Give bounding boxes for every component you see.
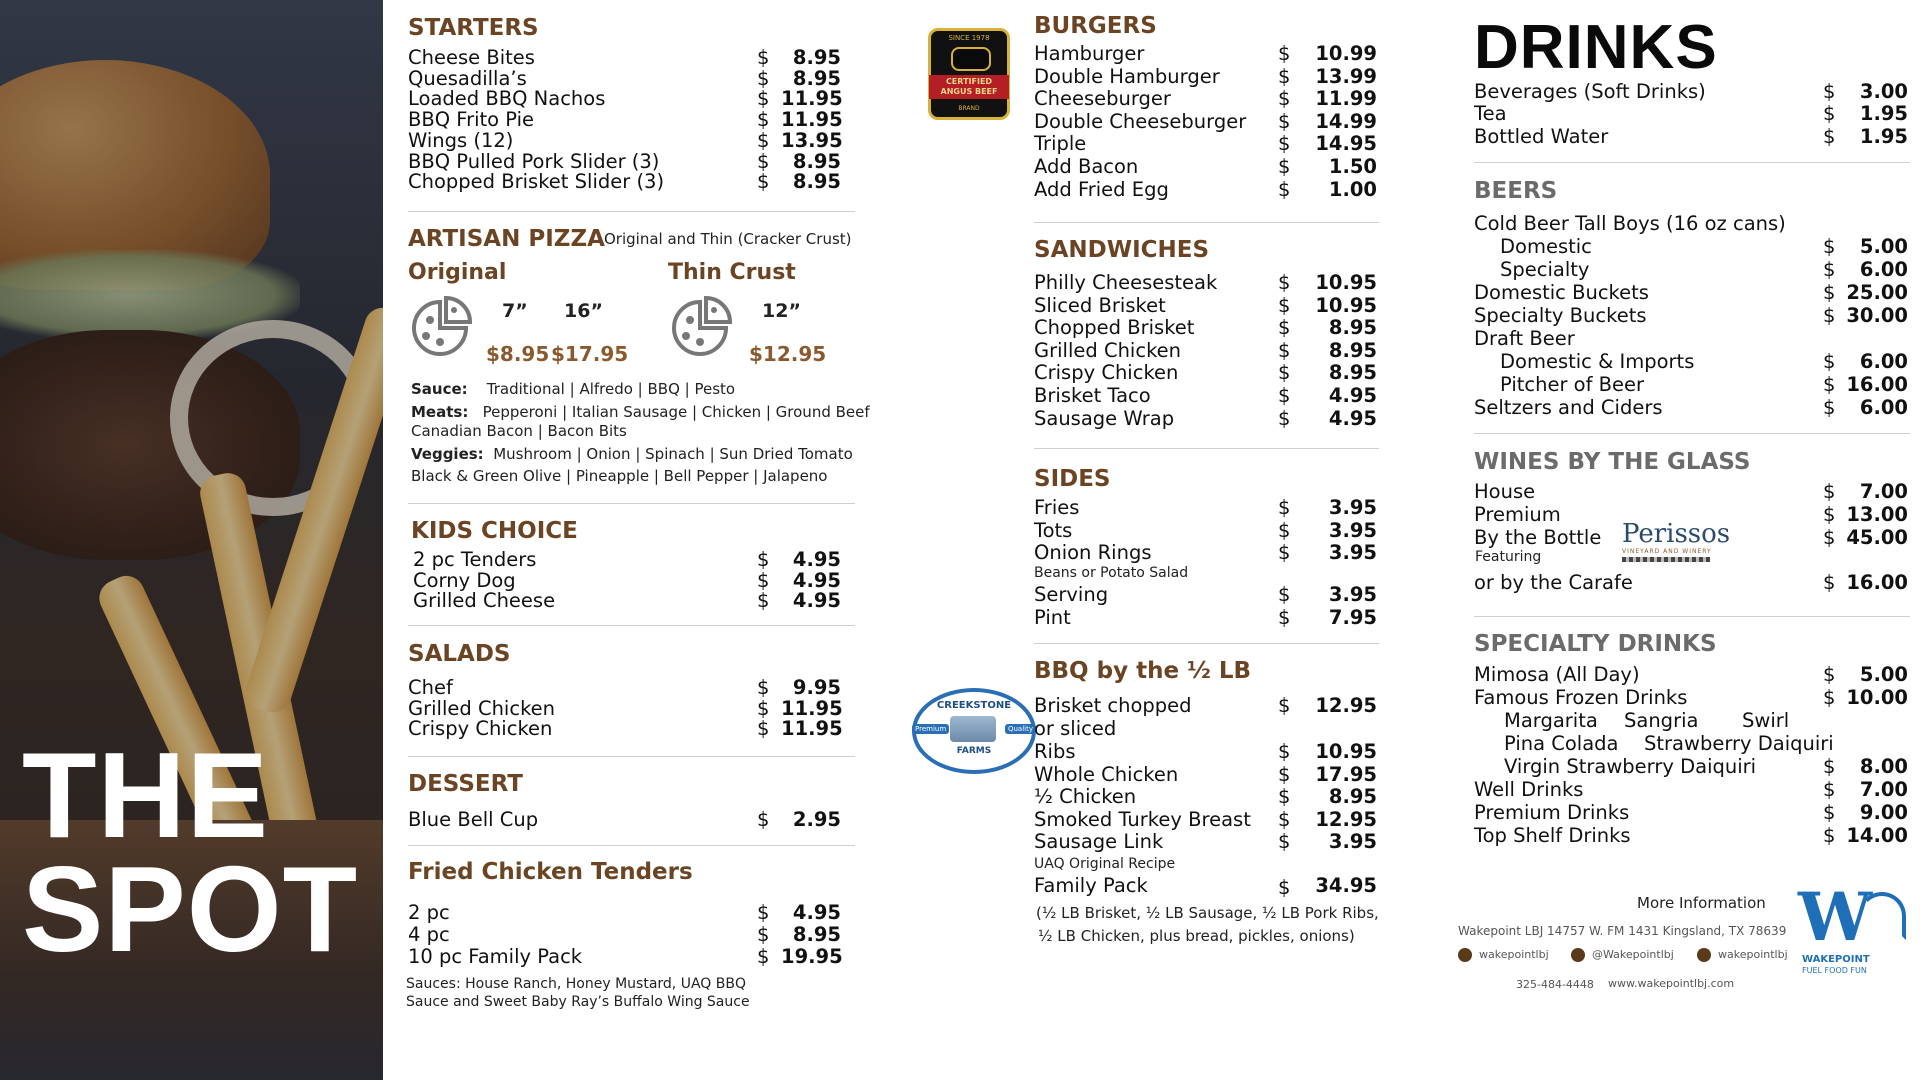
pizza-thin-label: Thin Crust [668,260,796,285]
pizza-title: ARTISAN PIZZA [408,226,605,252]
menu-item-price: 30.00 [1846,304,1908,327]
footer-phone: 325-484-4448 [1516,978,1594,991]
divider [408,756,855,757]
menu-item-name: Grilled Cheese [413,589,556,613]
menu-item-name: Quesadilla’s [408,66,527,90]
bbq-title: BBQ by the ½ LB [1034,658,1252,684]
currency-sign: $ [1278,583,1291,606]
menu-item-name: Specialty Buckets [1474,304,1647,327]
menu-item-price: 14.99 [1315,109,1377,133]
menu-item-price: 13.00 [1846,503,1908,526]
wakepoint-logo [1796,878,1906,986]
currency-sign: $ [1278,496,1291,519]
currency-sign: $ [1278,271,1291,294]
menu-item-name: Blue Bell Cup [408,808,539,831]
currency-sign: $ [1278,406,1291,430]
pizza-sauce [411,380,735,399]
menu-item-name: Draft Beer [1474,327,1575,350]
pizza-subtitle: Original and Thin (Cracker Crust) [604,230,852,248]
title-line-1: THE [22,727,269,863]
bbq-brisket-price: 12.95 [1315,694,1377,717]
size-7: 7” [502,300,528,322]
sandwiches-title: SANDWICHES [1034,237,1210,263]
pizza-meats [411,403,870,422]
divider [408,503,855,504]
menu-item-price: 11.95 [781,717,843,741]
menu-item-name: Premium Drinks [1474,801,1630,824]
menu-item-price: 3.95 [1328,541,1377,565]
more-info: More Information [1637,894,1766,912]
currency-sign: $ [1823,686,1836,709]
menu-item-price: 13.99 [1315,64,1377,88]
currency-sign: $ [1278,807,1291,831]
menu-item-price: 45.00 [1846,526,1908,549]
bbq-family-note-1: (½ LB Brisket, ½ LB Sausage, ½ LB Pork Ribs, [1036,904,1379,922]
badge-certified: CERTIFIED ANGUS BEEF [929,75,1009,99]
wines-featuring: Featuring [1475,549,1542,565]
menu-item-name: Philly Cheesesteak [1034,271,1218,294]
currency-sign: $ [1823,350,1836,373]
footer-instagram[interactable]: wakepointlbj [1479,948,1549,961]
beers-title: BEERS [1474,178,1558,204]
menu-item-price: 8.95 [1328,316,1377,340]
menu-item-price: 8.95 [1328,785,1377,809]
menu-item-name: Corny Dog [413,568,516,592]
currency-sign: $ [1278,338,1291,362]
bbq-family-price: 34.95 [1315,874,1377,897]
currency-sign: $ [1278,361,1291,385]
menu-item-name: 2 pc [408,901,450,924]
menu-item-price: 5.00 [1859,235,1908,258]
currency-sign: $ [757,548,770,571]
menu-item-price: 8.95 [792,149,841,173]
hero-image [0,0,383,1080]
currency-sign: $ [1823,124,1836,148]
menu-item-name: Seltzers and Ciders [1474,396,1663,419]
menu-item-name: Premium [1474,503,1561,526]
currency-sign: $ [757,945,770,968]
menu-item-name: Virgin Strawberry Daiquiri [1504,755,1757,778]
currency-sign: $ [1823,373,1836,396]
bbq-brisket-2: or sliced [1034,717,1117,740]
menu-item-price: 1.00 [1328,177,1377,201]
menu-item-price: 25.00 [1846,281,1908,304]
menu-item-price: 3.95 [1328,583,1377,606]
menu-item-price: 14.00 [1846,824,1908,847]
menu-item-name: Fries [1034,496,1080,519]
divider [408,845,855,846]
currency-sign: $ [1278,384,1291,407]
price-16: $17.95 [551,342,629,366]
currency-sign: $ [757,149,770,173]
currency: $ [1278,876,1291,899]
currency-sign: $ [757,901,770,924]
menu-item-name: Tots [1034,518,1073,542]
menu-item-name: Tea [1474,102,1507,126]
currency-sign: $ [757,568,770,592]
menu-item-price: 11.95 [781,108,843,132]
menu-item-price: 8.95 [792,66,841,90]
menu-item-name: Cheeseburger [1034,87,1171,111]
currency-sign: $ [757,66,770,90]
menu-item-price: 4.95 [792,589,841,613]
menu-item-price: 9.95 [792,676,841,699]
bbq-brisket: Brisket chopped [1034,694,1192,717]
menu-item-price: 8.95 [1328,361,1377,385]
menu-item-price: 8.95 [792,923,841,946]
menu-item-name: Grilled Chicken [408,696,556,720]
divider [1474,433,1910,434]
pizza-veggies-2: Black & Green Olive | Pineapple | Bell Pepper | Jalapeno [411,467,828,485]
perissos-name: Perissos [1622,519,1731,549]
menu-item-name: Hamburger [1034,42,1145,65]
divider [1474,162,1910,163]
menu-item-name: Crispy Chicken [1034,361,1179,385]
badge-creekstone: CREEKSTONE [936,700,1012,711]
menu-item-name: ½ Chicken [1034,785,1137,809]
wave-icon [1858,892,1906,940]
menu-item-name: Bottled Water [1474,124,1609,148]
menu-item-price: 3.95 [1328,830,1377,854]
menu-item-name: Serving [1034,583,1109,606]
menu-item-name: 10 pc Family Pack [408,945,583,968]
menu-item-name: 4 pc [408,923,450,946]
menu-item-name: Famous Frozen Drinks [1474,686,1688,709]
farm-icon [950,716,996,742]
menu-item-price: 8.95 [792,46,841,69]
menu-item-price: 10.99 [1315,42,1377,65]
logo-tag: FUEL FOOD FUN [1802,966,1867,975]
pizza-icon [408,296,472,360]
salads-title: SALADS [408,641,511,667]
currency-sign: $ [1278,42,1291,65]
menu-item-price: 11.99 [1315,87,1377,111]
specialty-title: SPECIALTY DRINKS [1474,631,1717,657]
pizza-icon [668,296,732,360]
menu-item-price: 7.00 [1859,480,1908,503]
currency-sign: $ [757,170,770,194]
currency-sign: $ [1278,109,1291,133]
menu-item-name: BBQ Frito Pie [408,108,535,132]
currency-sign: $ [757,108,770,132]
veggies-options: Mushroom | Onion | Spinach | Sun Dried Tomato [493,445,853,463]
badge-farms: FARMS [956,746,992,756]
menu-item-name: Triple [1034,132,1087,156]
bbq-uaq-note: UAQ Original Recipe [1034,856,1176,872]
divider [1034,448,1379,449]
currency-sign: $ [1823,281,1836,304]
menu-item-price: 16.00 [1846,373,1908,396]
menu-item-price: 2.95 [792,808,841,831]
dessert-title: DESSERT [408,771,523,797]
twitter-icon[interactable] [1571,948,1585,962]
currency-sign: $ [1823,801,1836,824]
currency-sign: $ [757,46,770,69]
starters-title: STARTERS [408,15,539,41]
divider [408,625,855,626]
currency-sign: $ [757,808,770,831]
menu-item-price: 4.95 [792,568,841,592]
footer-facebook[interactable]: wakepointlbj [1718,948,1788,961]
sides-title: SIDES [1034,466,1111,492]
currency-sign: $ [1278,64,1291,88]
menu-item-name: Pina Colada [1504,732,1619,755]
currency-sign: $ [1278,740,1291,763]
currency-sign: $ [1278,541,1291,565]
currency-sign: $ [1278,87,1291,111]
price-7: $8.95 [486,342,550,366]
creekstone-badge [912,688,1036,774]
menu-item-price: 6.00 [1859,258,1908,281]
menu-item-price: 14.95 [1315,132,1377,156]
tenders-note-1: Sauces: House Ranch, Honey Mustard, UAQ BBQ [406,976,746,992]
menu-item-price: 13.95 [781,128,843,152]
menu-item-name: Specialty [1500,258,1590,281]
menu-item-name: Pitcher of Beer [1500,373,1645,396]
currency-sign: $ [1823,526,1836,549]
menu-item-price: 8.00 [1859,755,1908,778]
currency-sign: $ [757,128,770,152]
menu-item-name: or by the Carafe [1474,571,1633,594]
menu-item-name: 2 pc Tenders [413,548,537,571]
menu-item-price: 10.95 [1315,740,1377,763]
currency: $ [1278,694,1291,717]
currency-sign: $ [1823,80,1836,103]
perissos-logo [1622,520,1730,562]
footer-address: Wakepoint LBJ 14757 W. FM 1431 Kingsland, TX 78639 [1458,924,1787,938]
menu-item-price: 8.95 [1328,338,1377,362]
menu-item-price: 3.00 [1859,80,1908,103]
currency-sign: $ [1823,663,1836,686]
divider [408,211,855,212]
menu-item-price: 4.95 [1328,384,1377,407]
menu-item-name: Cheese Bites [408,46,535,69]
currency-sign: $ [757,676,770,699]
currency-sign: $ [1823,258,1836,281]
drinks-title: DRINKS [1474,13,1718,82]
menu-item-price: 12.95 [1315,807,1377,831]
currency-sign: $ [1823,571,1836,594]
menu-item-name: Smoked Turkey Breast [1034,807,1251,831]
menu-item-price: 7.00 [1859,778,1908,801]
menu-item-price: 10.00 [1846,686,1908,709]
currency-sign: $ [1823,102,1836,126]
currency-sign: $ [1823,778,1836,801]
menu-item-name: Double Cheeseburger [1034,109,1247,133]
menu-item-name: Sangria [1624,709,1699,732]
menu-item-name: Grilled Chicken [1034,338,1182,362]
size-16: 16” [564,300,603,322]
perissos-rope-icon [1622,557,1710,562]
logo-letter: W [1798,878,1873,956]
badge-since: SINCE 1978 [948,34,990,42]
menu-item-name: Add Fried Egg [1034,177,1169,201]
menu-item-price: 6.00 [1859,350,1908,373]
menu-item-name: Loaded BBQ Nachos [408,87,606,111]
menu-item-price: 10.95 [1315,271,1377,294]
menu-item-name: Sausage Link [1034,830,1164,854]
currency-sign: $ [1823,480,1836,503]
kids-title: KIDS CHOICE [411,518,578,544]
currency-sign: $ [757,923,770,946]
menu-item-name: Brisket Taco [1034,384,1151,407]
menu-item-name: Domestic [1500,235,1592,258]
wines-title: WINES BY THE GLASS [1474,449,1751,475]
title-line-2: SPOT [22,841,359,977]
menu-item-price: 5.00 [1859,663,1908,686]
currency-sign: $ [1278,785,1291,809]
menu-item-name: Sliced Brisket [1034,293,1166,317]
instagram-icon[interactable] [1458,948,1472,962]
menu-item-price: 7.95 [1328,605,1377,629]
tenders-note-2: Sauce and Sweet Baby Ray’s Buffalo Wing Sauce [406,994,750,1010]
currency-sign: $ [1278,177,1291,201]
pizza-meats-2: Canadian Bacon | Bacon Bits [411,422,627,440]
menu-item-name: Margarita [1504,709,1598,732]
menu-item-name: Whole Chicken [1034,762,1179,786]
menu-item-name: Top Shelf Drinks [1474,824,1631,847]
badge-brand: BRAND [958,105,980,112]
menu-item-name: Strawberry Daiquiri [1644,732,1834,755]
menu-item-name: Swirl [1742,709,1790,732]
currency-sign: $ [1278,132,1291,156]
meats-label: Meats: [411,403,469,421]
burgers-title: BURGERS [1034,13,1157,39]
divider [1034,643,1379,644]
perissos-sub: VINEYARD AND WINERY [1622,548,1712,555]
meats-options: Pepperoni | Italian Sausage | Chicken | Ground Beef [482,403,870,421]
currency-sign: $ [1823,755,1836,778]
footer-twitter[interactable]: @Wakepointlbj [1592,948,1674,961]
menu-item-price: 3.95 [1328,518,1377,542]
angus-badge [928,28,1010,120]
menu-item-name: Mimosa (All Day) [1474,663,1640,686]
menu-item-price: 9.00 [1859,801,1908,824]
menu-item-name: Domestic & Imports [1500,350,1695,373]
menu-item-name: Cold Beer Tall Boys (16 oz cans) [1474,212,1786,235]
menu-item-price: 4.95 [1328,406,1377,430]
logo-name: WAKEPOINT [1802,954,1870,965]
menu-item-name: Onion Rings [1034,541,1152,565]
menu-item-price: 4.95 [792,901,841,924]
facebook-icon[interactable] [1697,948,1711,962]
currency-sign: $ [757,87,770,111]
currency-sign: $ [757,589,770,613]
currency-sign: $ [1278,605,1291,629]
menu-item-name: Chopped Brisket [1034,316,1195,340]
currency-sign: $ [1823,396,1836,419]
menu-item-price: 11.95 [781,696,843,720]
badge-quality: Quality [1005,724,1036,734]
menu-item-price: 19.95 [781,945,843,968]
price-12: $12.95 [749,342,827,366]
badge-premium: Premium [912,724,949,734]
menu-item-name: Crispy Chicken [408,717,553,741]
menu-item-price: 8.95 [792,170,841,194]
currency-sign: $ [1278,830,1291,854]
menu-item-name: Wings (12) [408,128,514,152]
footer-website[interactable]: www.wakepointlbj.com [1608,977,1735,990]
pizza-veggies [411,445,853,464]
currency-sign: $ [1823,503,1836,526]
tenders-title: Fried Chicken Tenders [408,859,693,885]
menu-item-name: Chef [408,676,453,699]
veggies-label: Veggies: [411,445,484,463]
menu-item-name: BBQ Pulled Pork Slider (3) [408,149,660,173]
cow-icon [951,47,991,71]
currency-sign: $ [1823,304,1836,327]
currency-sign: $ [1278,316,1291,340]
divider [1034,222,1379,223]
menu-item-price: 6.00 [1859,396,1908,419]
currency-sign: $ [1823,235,1836,258]
size-12: 12” [762,300,801,322]
menu-item-price: 3.95 [1328,496,1377,519]
menu-item-name: Add Bacon [1034,155,1139,178]
menu-item-price: 11.95 [781,87,843,111]
bbq-family-note-2: ½ LB Chicken, plus bread, pickles, onions) [1038,927,1355,945]
divider [1474,616,1910,617]
currency-sign: $ [1278,762,1291,786]
menu-item-name: By the Bottle [1474,526,1602,549]
menu-item-price: 10.95 [1315,293,1377,317]
menu-item-price: 16.00 [1846,571,1908,594]
menu-item-price: 17.95 [1315,762,1377,786]
currency-sign: $ [757,696,770,720]
bbq-family: Family Pack [1034,874,1148,897]
pizza-original-label: Original [408,260,507,285]
currency-sign: $ [1278,293,1291,317]
menu-item-name: Ribs [1034,740,1076,763]
menu-item-name: Well Drinks [1474,778,1584,801]
restaurant-title [22,727,359,977]
currency-sign: $ [757,717,770,741]
currency-sign: $ [1278,518,1291,542]
menu-item-name: Pint [1034,605,1071,629]
menu-item-price: 4.95 [792,548,841,571]
menu-item-name: House [1474,480,1536,503]
menu-item-price: 1.50 [1328,155,1377,178]
menu-item-name: Chopped Brisket Slider (3) [408,170,665,194]
menu-item-price: 1.95 [1859,102,1908,126]
sides-salad-note: Beans or Potato Salad [1034,565,1189,581]
currency-sign: $ [1278,155,1291,178]
menu-item-name: Sausage Wrap [1034,406,1175,430]
menu-item-name: Domestic Buckets [1474,281,1649,304]
currency-sign: $ [1823,824,1836,847]
menu-item-price: 1.95 [1859,124,1908,148]
sauce-options: Traditional | Alfredo | BBQ | Pesto [486,380,736,398]
menu-item-name: Double Hamburger [1034,64,1220,88]
menu-item-name: Beverages (Soft Drinks) [1474,80,1706,103]
sauce-label: Sauce: [411,380,468,398]
